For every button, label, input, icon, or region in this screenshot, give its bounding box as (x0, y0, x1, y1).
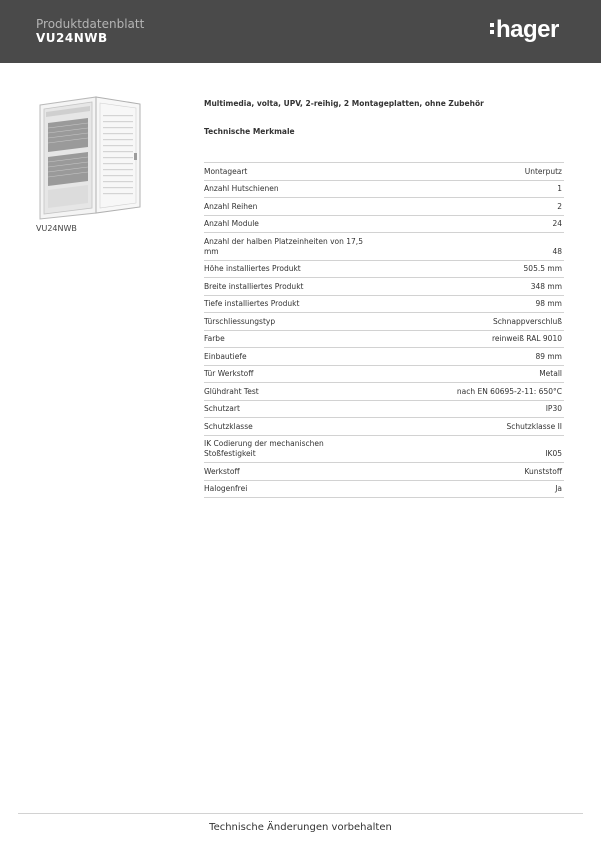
product-image-caption: VU24NWB (36, 224, 77, 233)
spec-value: 348 mm (530, 281, 562, 291)
spec-row (204, 480, 564, 498)
spec-row (204, 295, 564, 313)
document-type-title: Produktdatenblatt (36, 17, 145, 31)
spec-value: 48 (552, 246, 562, 256)
spec-row (204, 330, 564, 348)
hager-logo (490, 16, 559, 44)
product-code-title: VU24NWB (36, 31, 108, 45)
spec-value: 1 (557, 184, 562, 193)
spec-label: Glühdraht Test (204, 386, 259, 396)
footer-note: Technische Änderungen vorbehalten (209, 822, 392, 833)
spec-row (204, 435, 564, 463)
spec-row (204, 162, 564, 180)
specs-section-title: Technische Merkmale (204, 127, 295, 136)
spec-value: 89 mm (535, 351, 562, 361)
spec-label: Einbautiefe (204, 351, 247, 361)
spec-row (204, 365, 564, 383)
spec-label: Halogenfrei (204, 483, 248, 493)
footer-divider (18, 813, 583, 814)
product-description: Multimedia, volta, UPV, 2-reihig, 2 Montageplatten, ohne Zubehör (204, 99, 484, 108)
spec-label: Türschliessungstyp (204, 316, 276, 326)
logo-text: hager (496, 16, 559, 43)
spec-label: Anzahl Module (204, 219, 259, 228)
spec-label: Tür Werkstoff (204, 369, 254, 378)
spec-value: reinweiß RAL 9010 (492, 334, 562, 343)
spec-row (204, 312, 564, 330)
spec-value: Unterputz (524, 166, 562, 176)
spec-label: Anzahl der halben Platzeinheiten von 17,5 mm (204, 236, 363, 256)
spec-value: Schutzklasse II (506, 421, 562, 431)
spec-value: Ja (555, 483, 562, 493)
spec-label: Schutzart (204, 404, 240, 413)
spec-value: nach EN 60695-2-11: 650°C (456, 386, 562, 396)
spec-label: Höhe installiertes Produkt (204, 264, 301, 273)
spec-label: Schutzklasse (204, 421, 253, 431)
spec-label: IK Codierung der mechanischen Stoßfestigkeit (204, 439, 324, 458)
spec-row (204, 462, 564, 480)
spec-row (204, 197, 564, 215)
spec-row (204, 277, 564, 295)
spec-table (204, 162, 564, 498)
spec-row (204, 180, 564, 198)
spec-label: Montageart (204, 166, 248, 176)
spec-value: Kunststoff (524, 466, 562, 476)
spec-row (204, 215, 564, 233)
spec-value: 24 (552, 219, 562, 228)
spec-value: Schnappverschluß (493, 316, 562, 326)
cabinet-with-open-door-icon (36, 95, 146, 220)
spec-value: 2 (557, 201, 562, 211)
header-bar (0, 0, 601, 63)
logo-dots-icon (490, 23, 494, 37)
spec-value: 98 mm (535, 299, 562, 308)
spec-row (204, 400, 564, 418)
spec-row (204, 382, 564, 400)
spec-label: Anzahl Hutschienen (204, 184, 279, 193)
spec-label: Werkstoff (204, 466, 240, 476)
spec-value: 505.5 mm (523, 264, 562, 273)
spec-value: IP30 (545, 404, 562, 413)
spec-label: Tiefe installiertes Produkt (204, 299, 300, 308)
spec-label: Anzahl Reihen (204, 201, 258, 211)
spec-row (204, 260, 564, 278)
spec-row (204, 417, 564, 435)
spec-row (204, 232, 564, 260)
spec-value: IK05 (545, 449, 562, 458)
spec-label: Farbe (204, 334, 225, 343)
spec-row (204, 347, 564, 365)
spec-value: Metall (539, 369, 562, 378)
spec-label: Breite installiertes Produkt (204, 281, 304, 291)
